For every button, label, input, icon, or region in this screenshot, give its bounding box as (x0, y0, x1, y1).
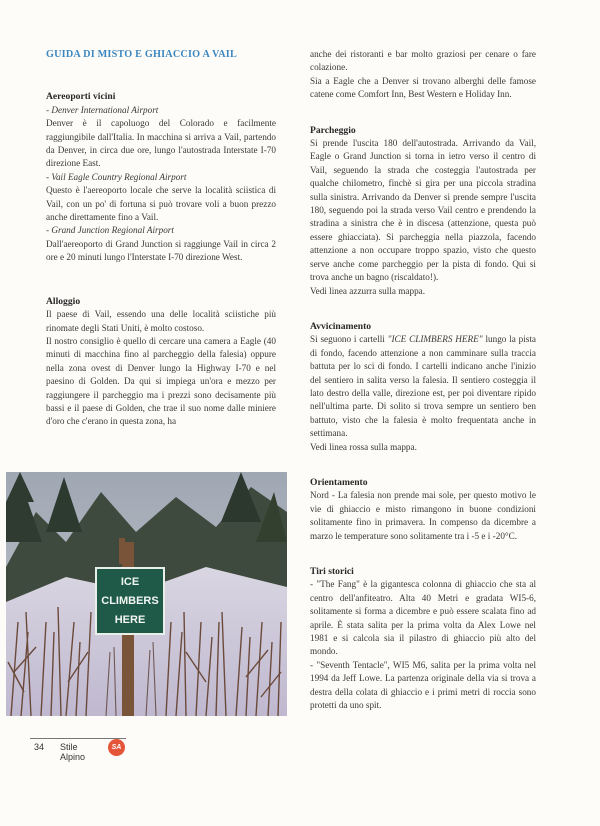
approach-heading: Avvicinamento (310, 320, 372, 332)
page-number: 34 (34, 742, 45, 752)
approach-text-after: lungo la pista di fondo, facendo attenzione a non camminare sulla traccia battuta per lo sci di fondo. I cartelli indicano anche l'inizio del sentiero in salita verso la falesia. Il sentiero costeggia il lato destro della valle, direzione est, per poi diventare ripido nell'ultima parte. Di solito si trova sempre un sentiero ben battuto, visto che la falesia è molto frequentata anche in settimana. (310, 334, 537, 439)
lodging-heading: Alloggio (46, 295, 81, 307)
sign-line-1: ICE (120, 576, 140, 588)
article-title: GUIDA DI MISTO E GHIACCIO A VAIL (46, 49, 237, 60)
parking-note: Vedi linea azzurra sulla mappa. (310, 285, 426, 296)
lodging-paragraph-2: Il nostro consiglio è quello di cercare una camera a Eagle (40 minuti di macchina fino al parcheggio della falesia) oppure nella zona ovest di Denver lungo la Highway I-70 e nel paesino di Golden. Da qui si impiega un'ora e mezzo per raggiungere il parcheggio ma i prezzi sono decisamente più bassi e il paese di Golden, che trae il suo nome dalle miniere d'oro che c'erano in questa zona, ha (46, 335, 276, 427)
lodging-paragraph-1: Il paese di Vail, essendo una delle località sciistiche più rinomate degli Stati Uniti, è molto costoso. (46, 309, 276, 333)
approach-sign-quote: "ICE CLIMBERS HERE" (387, 334, 483, 345)
orientation-heading: Orientamento (310, 476, 368, 488)
parking-text: Si prende l'uscita 180 dell'autostrada. Arrivando da Vail, Eagle o Grand Junction si torna in ietro verso il centro di Vail, seguendo la strada che costeggia l'autostrada per qualche chilometro, finchè si gira per una piccola stradina sulla sinistra. Arrivando da Denver si prende sempre l'uscita 180, seguendo poi la strada verso Vail centro e prendendo la stradina a sinistra che è in discesa (attenzione, questa può essere ghiacciata). Si parcheggia nella piazzola, facendo attenzione a non occupare troppo spazio, visto che questo serve anche come parcheggio per la pista di fondo. Qui si trova anche un bagno (riscaldato!). (310, 138, 536, 283)
airports-heading: Aereoporti vicini (46, 91, 116, 103)
left-column (46, 48, 276, 429)
airport-text-denver: Denver è il capoluogo del Colorado e facilmente raggiungibile dall'Italia. In macchina si arriva a Vail, partendo da Denver, in circa due ore, lungo l'autostrada Interstate I-70 direzione East. (46, 118, 276, 169)
lodging-paragraph-3: anche dei ristoranti e bar molto graziosi per cenare o fare colazione. (310, 49, 536, 73)
airport-name-grand-junction: - Grand Junction Regional Airport (46, 225, 174, 236)
magazine-name: Stile Alpino (60, 742, 86, 762)
footer-rule (30, 738, 126, 739)
approach-text (310, 333, 536, 440)
photo-illustration (6, 472, 287, 716)
ice-climbers-sign-photo (6, 472, 287, 716)
airport-name-vail: - Vail Eagle Country Regional Airport (46, 171, 187, 182)
magazine-logo-icon: SA (108, 739, 125, 756)
approach-text-before: Si seguono i cartelli (310, 334, 388, 345)
orientation-text: Nord - La falesia non prende mai sole, per questo motivo le vie di ghiaccio e misto rimangono in buone condizioni solitamente fino in primavera. In compenso da dicembre a marzo le temperature sono solitamente tra i -5 e i -20°C. (310, 490, 536, 541)
historic-routes-heading: Tiri storici (310, 566, 354, 577)
right-column (310, 48, 536, 712)
airport-text-vail: Questo è l'aereoporto locale che serve la località sciistica di Vail, con un po' di fortuna si può trovare voli a buon prezzo anche direttamente fino a Vail. (46, 185, 276, 223)
sign-line-2: CLIMBERS (101, 595, 159, 607)
parking-heading: Parcheggio (310, 124, 356, 136)
approach-note: Vedi linea rossa sulla mappa. (310, 441, 417, 452)
historic-route-seventh-tentacle: - "Seventh Tentacle", WI5 M6, salita per la prima volta nel 1994 da Jeff Lowe. La partenza originale della via si trova a destra della colata di ghiaccio e i primi metri di roccia sono protetti da uno spit. (310, 659, 536, 711)
historic-route-fang: - "The Fang" è la gigantesca colonna di ghiaccio che sta al centro dell'anfiteatro. Alta 40 Metri e gradata WI5-6, solitamente si forma a dicembre e può essere scalata fino ad aprile. È stata salita per la prima volta da Alex Lowe nel 1981 e si calcola sia il pilastro di ghiaccio più alto del mondo. (310, 579, 536, 657)
airport-name-denver: - Denver International Airport (46, 104, 159, 115)
airport-text-grand-junction: Dall'aereoporto di Grand Junction si raggiunge Vail in circa 2 ore e 20 minuti lungo l'Interstate I-70 direzione West. (46, 238, 276, 263)
sign-line-3: HERE (114, 614, 146, 626)
lodging-paragraph-4: Sia a Eagle che a Denver si trovano alberghi delle famose catene come Comfort Inn, Best Western e Holiday Inn. (310, 75, 536, 100)
